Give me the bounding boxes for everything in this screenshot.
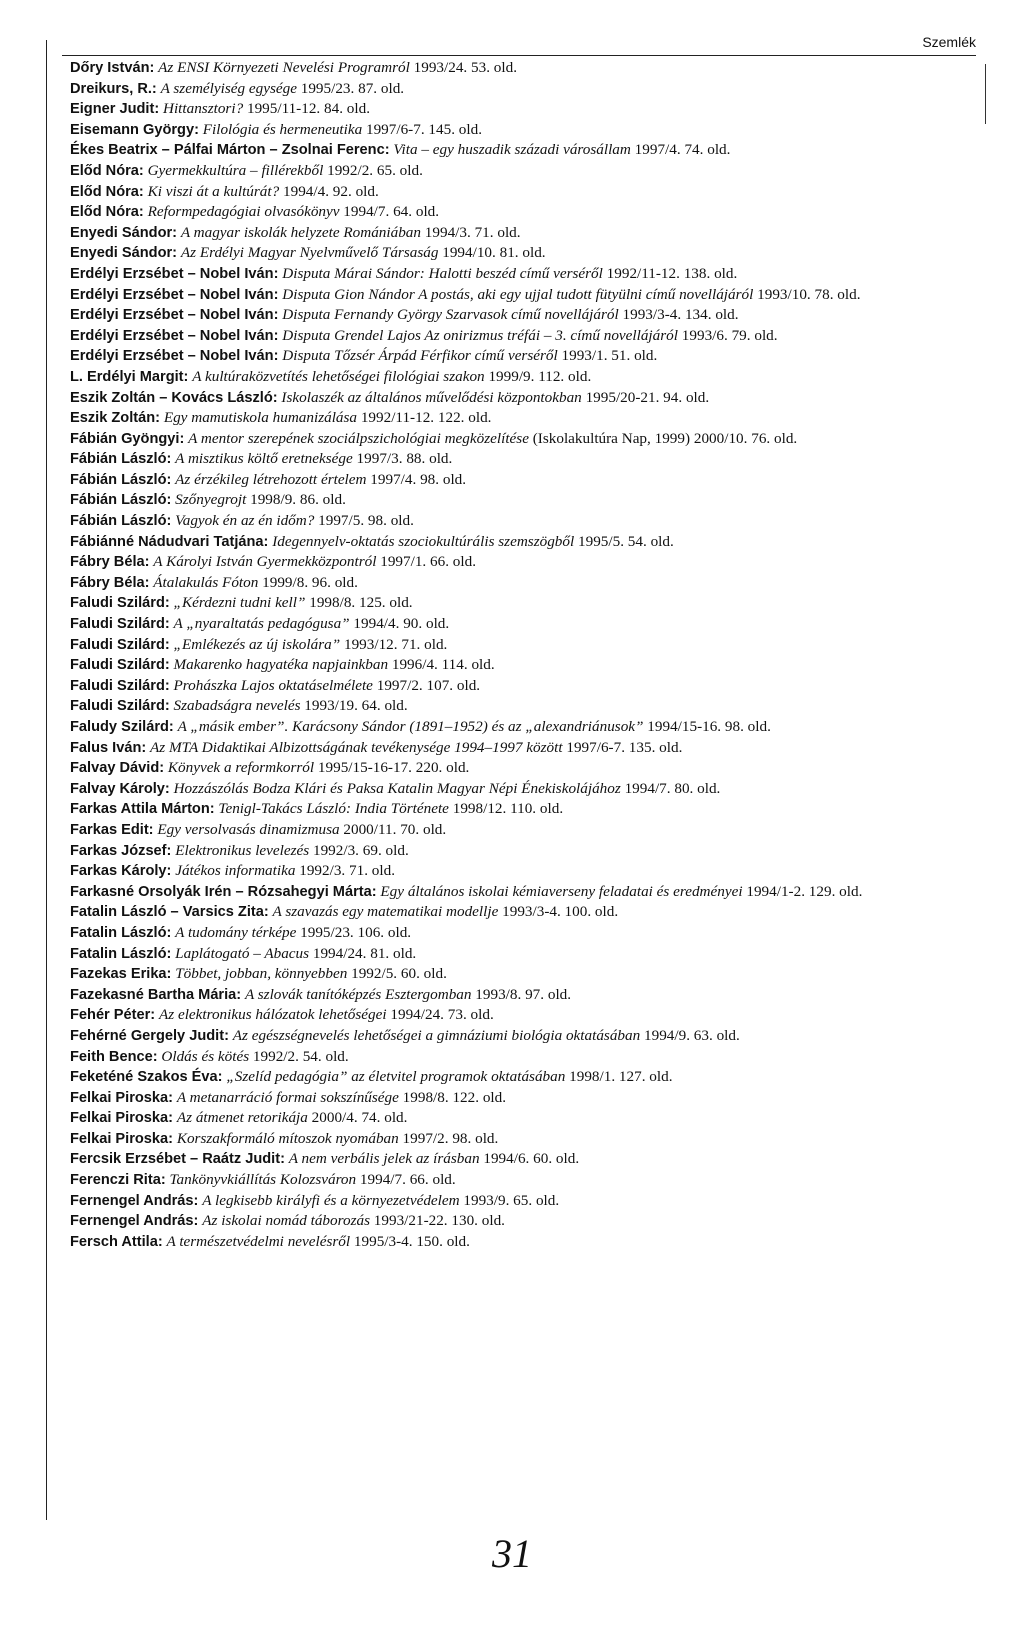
- bibliography-entry: [70, 964, 970, 985]
- entry-author: Felkai Piroska:: [70, 1130, 174, 1147]
- entry-reference: 1994/15-16. 98. old.: [647, 718, 771, 735]
- bibliography-entry: [70, 429, 970, 450]
- entry-reference: 1993/3-4. 134. old.: [622, 306, 739, 324]
- entry-reference: 1994/7. 80. old.: [624, 779, 721, 797]
- entry-author: Eisemann György:: [70, 121, 199, 138]
- entry-title: Elektronikus levelezés: [175, 841, 310, 859]
- entry-author: Farkas József:: [70, 842, 172, 859]
- entry-author: Fábián László:: [70, 451, 172, 468]
- entry-reference: 2000/11. 70. old.: [343, 820, 447, 838]
- entry-title: Játékos informatika: [175, 862, 296, 880]
- entry-title: A nem verbális jelek az írásban: [288, 1150, 480, 1168]
- entry-title: Gyermekkultúra – fillérekből: [147, 161, 324, 179]
- entry-reference: 1998/12. 110. old.: [452, 800, 564, 818]
- entry-title: Disputa Tőzsér Árpád Férfikor című verséről: [282, 347, 558, 365]
- entry-author: Faludy Szilárd:: [70, 719, 174, 735]
- entry-title: Idegennyelv-oktatás szociokultúrális szemszögből: [272, 532, 575, 550]
- bibliography-entry: [70, 696, 970, 717]
- entry-author: Felkai Piroska:: [70, 1110, 174, 1127]
- bibliography-entry: [70, 367, 970, 388]
- entry-reference: (Iskolakultúra Nap, 1999) 2000/10. 76. old.: [532, 429, 798, 447]
- entry-author: Fábry Béla:: [70, 574, 150, 591]
- entry-author: Falus Iván:: [70, 739, 147, 756]
- entry-reference: 1993/12. 71. old.: [343, 635, 448, 653]
- bibliography-entry: [70, 985, 970, 1006]
- bibliography-entry: [70, 758, 970, 779]
- entry-title: Az érzékileg létrehozott értelem: [175, 470, 367, 488]
- bibliography-entry: [70, 841, 970, 862]
- entry-reference: 1997/5. 98. old.: [318, 512, 414, 530]
- entry-reference: 1994/6. 60. old.: [483, 1150, 580, 1168]
- entry-title: Hittansztori?: [162, 100, 244, 118]
- entry-reference: 1993/1. 51. old.: [561, 347, 658, 365]
- bibliography-entry: [70, 532, 970, 553]
- bibliography-entry: [70, 614, 970, 635]
- entry-reference: 1995/23. 106. old.: [300, 923, 412, 941]
- entry-author: Farkas Károly:: [70, 863, 172, 880]
- bibliography-entry: [70, 1191, 970, 1212]
- entry-author: Fábry Béla:: [70, 554, 150, 571]
- bibliography-entry: [70, 99, 970, 120]
- entry-author: Dőry István:: [70, 60, 155, 76]
- bibliography-entry: [70, 408, 970, 429]
- bibliography-entry: [70, 264, 970, 285]
- entry-author: Erdélyi Erzsébet – Nobel Iván:: [70, 286, 279, 303]
- bibliography-entry: [70, 79, 970, 100]
- entry-title: Az ENSI Környezeti Nevelési Programról: [158, 59, 410, 76]
- entry-title: Könyvek a reformkorról: [167, 759, 315, 777]
- entry-title: A legkisebb királyfi és a környezetvédelem: [202, 1191, 460, 1209]
- entry-reference: 1998/9. 86. old.: [250, 491, 346, 509]
- entry-author: Erdélyi Erzsébet – Nobel Iván:: [70, 307, 279, 324]
- entry-reference: 1995/15-16-17. 220. old.: [317, 759, 470, 777]
- entry-title: Az iskolai nomád táborozás: [202, 1212, 370, 1230]
- bibliography-entry: [70, 305, 970, 326]
- bibliography-entry: [70, 1088, 970, 1109]
- bibliography-entry: [70, 799, 970, 820]
- entry-author: Fehérné Gergely Judit:: [70, 1027, 229, 1044]
- entry-author: Fábián Gyöngyi:: [70, 430, 185, 447]
- entry-reference: 1999/9. 112. old.: [488, 367, 592, 385]
- bibliography-entry: [70, 182, 970, 203]
- bibliography-entry: [70, 1108, 970, 1129]
- entry-title: A természetvédelmi nevelésről: [166, 1232, 351, 1250]
- bibliography-entry: [70, 120, 970, 141]
- entry-title: A szavazás egy matematikai modellje: [272, 903, 499, 921]
- entry-author: Falvay Károly:: [70, 780, 170, 797]
- entry-reference: 1998/8. 122. old.: [402, 1088, 507, 1106]
- bibliography-entry: [70, 1026, 970, 1047]
- entry-author: Feketéné Szakos Éva:: [70, 1069, 223, 1086]
- entry-title: „Emlékezés az új iskolára”: [173, 635, 341, 653]
- bibliography-entry: [70, 923, 970, 944]
- entry-title: Egy mamutiskola humanizálása: [163, 409, 358, 427]
- entry-author: Fatalin László:: [70, 945, 172, 962]
- entry-title: Szabadságra nevelés: [173, 697, 301, 715]
- entry-reference: 1994/24. 81. old.: [312, 944, 417, 962]
- entry-title: Disputa Márai Sándor: Halotti beszéd című verséről: [282, 264, 603, 282]
- entry-reference: 1994/4. 90. old.: [353, 615, 450, 633]
- entry-author: Fábiánné Nádudvari Tatjána:: [70, 533, 269, 550]
- entry-reference: 1997/2. 98. old.: [402, 1129, 499, 1147]
- entry-reference: 1992/3. 69. old.: [312, 841, 409, 859]
- entry-author: Fábián László:: [70, 492, 172, 509]
- bibliography-entry: [70, 1005, 970, 1026]
- entry-title: Átalakulás Fóton: [153, 573, 259, 591]
- entry-author: Farkas Attila Márton:: [70, 801, 215, 818]
- entry-title: Disputa Fernandy György Szarvasok című novellájáról: [282, 306, 619, 324]
- entry-author: L. Erdélyi Margit:: [70, 368, 189, 385]
- entry-title: A személyiség egysége: [160, 79, 297, 97]
- entry-reference: 1996/4. 114. old.: [391, 656, 495, 674]
- entry-reference: 1997/6-7. 145. old.: [365, 120, 482, 138]
- entry-author: Fábián László:: [70, 471, 172, 488]
- entry-title: Vagyok én az én időm?: [175, 512, 315, 530]
- bibliography-entry: [70, 779, 970, 800]
- entry-reference: 1993/9. 65. old.: [463, 1191, 560, 1209]
- entry-title: A magyar iskolák helyzete Romániában: [180, 223, 421, 241]
- entry-title: Ki viszi át a kultúrát?: [147, 182, 280, 200]
- entry-reference: 1999/8. 96. old.: [262, 573, 358, 591]
- bibliography-entry: [70, 676, 970, 697]
- entry-reference: 1998/1. 127. old.: [569, 1068, 673, 1086]
- bibliography-entry: [70, 882, 970, 903]
- bibliography-entry: [70, 243, 970, 264]
- bibliography-entry: [70, 944, 970, 965]
- entry-reference: 1994/24. 73. old.: [390, 1006, 494, 1024]
- bibliography-entry: [70, 388, 970, 409]
- entry-author: Ferenczi Rita:: [70, 1172, 166, 1189]
- entry-author: Ékes Beatrix – Pálfai Márton – Zsolnai Ferenc:: [70, 142, 390, 159]
- entry-reference: 1998/8. 125. old.: [309, 594, 413, 612]
- entry-reference: 1993/19. 64. old.: [304, 697, 408, 715]
- entry-title: „Kérdezni tudni kell”: [173, 594, 306, 612]
- bibliography-entry: [70, 140, 970, 161]
- entry-reference: 1992/2. 54. old.: [252, 1047, 349, 1065]
- entry-title: Vita – egy huszadik századi városállam: [393, 141, 631, 159]
- entry-title: Tenigl-Takács László: India Története: [218, 800, 449, 818]
- bibliography-entry: [70, 1149, 970, 1170]
- entry-title: A tudomány térképe: [175, 923, 297, 941]
- bibliography-entry: [70, 717, 970, 738]
- entry-author: Feith Bence:: [70, 1048, 158, 1065]
- bibliography-entry: [70, 1170, 970, 1191]
- bibliography-entry: [70, 285, 970, 306]
- entry-reference: 1997/4. 74. old.: [634, 141, 731, 159]
- bibliography-entry: [70, 161, 970, 182]
- entry-author: Erdélyi Erzsébet – Nobel Iván:: [70, 348, 279, 365]
- bibliography-entry: [70, 223, 970, 244]
- entry-author: Fernengel András:: [70, 1213, 199, 1230]
- entry-reference: 1994/7. 66. old.: [359, 1171, 456, 1189]
- entry-author: Faludi Szilárd:: [70, 657, 170, 674]
- entry-reference: 1997/6-7. 135. old.: [566, 738, 683, 756]
- entry-reference: 1994/3. 71. old.: [424, 223, 521, 241]
- entry-author: Előd Nóra:: [70, 162, 144, 179]
- bibliography-entry: [70, 573, 970, 594]
- entry-title: Disputa Gion Nándor A postás, aki egy ujjal tudott fütyülni című novellájáról: [282, 285, 754, 303]
- entry-author: Enyedi Sándor:: [70, 224, 178, 241]
- entry-title: A metanarráció formai sokszínűsége: [176, 1088, 399, 1106]
- entry-reference: 1992/2. 65. old.: [327, 161, 423, 179]
- entry-title: Iskolaszék az általános művelődési központokban: [281, 388, 582, 406]
- entry-title: Szőnyegrojt: [175, 491, 247, 509]
- bibliography-entry: [70, 326, 970, 347]
- entry-reference: 1993/3-4. 100. old.: [502, 903, 619, 921]
- bibliography-entry: [70, 593, 970, 614]
- running-head: Szemlék: [922, 34, 976, 50]
- entry-title: A mentor szerepének szociálpszichológiai megközelítése: [188, 429, 529, 447]
- entry-reference: 1994/4. 92. old.: [283, 182, 379, 200]
- entry-reference: 1993/21-22. 130. old.: [373, 1212, 505, 1230]
- entry-reference: 1993/8. 97. old.: [475, 985, 572, 1003]
- entry-author: Fazekasné Bartha Mária:: [70, 986, 242, 1003]
- entry-reference: 1995/3-4. 150. old.: [353, 1232, 470, 1250]
- entry-author: Faludi Szilárd:: [70, 636, 170, 653]
- entry-author: Fehér Péter:: [70, 1007, 156, 1024]
- entry-title: A „másik ember”. Karácsony Sándor (1891–1952) és az „alexandriánusok”: [177, 718, 644, 735]
- entry-author: Faludi Szilárd:: [70, 595, 170, 612]
- bibliography-entry: [70, 449, 970, 470]
- entry-reference: 1992/5. 60. old.: [351, 965, 447, 983]
- entry-title: Prohászka Lajos oktatáselmélete: [173, 676, 373, 694]
- entry-reference: 1995/11-12. 84. old.: [246, 100, 371, 118]
- entry-author: Farkas Edit:: [70, 821, 154, 838]
- bibliography-entry: [70, 202, 970, 223]
- entry-reference: 1994/7. 64. old.: [343, 203, 440, 221]
- bibliography-entry: [70, 1129, 970, 1150]
- entry-author: Fatalin László – Varsics Zita:: [70, 904, 269, 921]
- entry-author: Falvay Dávid:: [70, 760, 165, 777]
- entry-reference: 1995/5. 54. old.: [578, 532, 674, 550]
- bibliography-entry: [70, 511, 970, 532]
- entry-reference: 1995/23. 87. old.: [300, 79, 405, 97]
- entry-reference: 2000/4. 74. old.: [311, 1109, 408, 1127]
- bibliography-entry: [70, 1211, 970, 1232]
- entry-author: Fersch Attila:: [70, 1233, 163, 1250]
- entry-title: A kultúraközvetítés lehetőségei filológiai szakon: [192, 367, 485, 385]
- entry-title: Korszakformáló mítoszok nyomában: [176, 1129, 399, 1147]
- bibliography-entry: [70, 820, 970, 841]
- entry-reference: 1995/20-21. 94. old.: [585, 388, 710, 406]
- entry-reference: 1993/6. 79. old.: [681, 326, 778, 344]
- entry-reference: 1997/4. 98. old.: [370, 470, 467, 488]
- bibliography-list: [70, 58, 970, 1252]
- header-rule: [62, 55, 976, 56]
- entry-author: Faludi Szilárd:: [70, 677, 170, 694]
- entry-reference: 1992/3. 71. old.: [299, 862, 395, 880]
- entry-title: Tankönyvkiállítás Kolozsváron: [169, 1171, 357, 1189]
- entry-author: Fernengel András:: [70, 1192, 199, 1209]
- entry-title: A „nyaraltatás pedagógusa”: [173, 615, 350, 633]
- entry-reference: 1992/11-12. 122. old.: [360, 409, 492, 427]
- entry-author: Farkasné Orsolyák Irén – Rózsahegyi Márta:: [70, 883, 377, 900]
- bibliography-entry: [70, 470, 970, 491]
- entry-author: Enyedi Sándor:: [70, 245, 178, 262]
- entry-title: Egy általános iskolai kémiaverseny feladatai és eredményei: [380, 882, 743, 900]
- entry-reference: 1994/10. 81. old.: [442, 244, 546, 262]
- entry-title: Az elektronikus hálózatok lehetőségei: [158, 1006, 387, 1024]
- bibliography-entry: [70, 861, 970, 882]
- left-margin-rule: [46, 40, 47, 1520]
- bibliography-entry: [70, 490, 970, 511]
- entry-title: Reformpedagógiai olvasókönyv: [147, 203, 340, 221]
- bibliography-entry: [70, 1047, 970, 1068]
- entry-title: Többet, jobban, könnyebben: [175, 965, 348, 983]
- entry-author: Eszik Zoltán:: [70, 410, 161, 427]
- entry-author: Fercsik Erzsébet – Raátz Judit:: [70, 1151, 285, 1168]
- entry-title: Az MTA Didaktikai Albizottságának tevékenysége 1994–1997 között: [150, 738, 563, 756]
- entry-author: Faludi Szilárd:: [70, 616, 170, 633]
- entry-title: Disputa Grendel Lajos Az onirizmus tréfái – 3. című novellájáról: [282, 326, 678, 344]
- entry-reference: 1997/2. 107. old.: [376, 676, 481, 694]
- entry-title: A misztikus költő eretneksége: [175, 450, 353, 468]
- right-margin-mark: [985, 64, 986, 124]
- bibliography-entry: [70, 1232, 970, 1253]
- bibliography-entry: [70, 1067, 970, 1088]
- bibliography-entry: [70, 902, 970, 923]
- entry-title: Az átmenet retorikája: [176, 1109, 308, 1127]
- bibliography-entry: [70, 552, 970, 573]
- bibliography-entry: [70, 635, 970, 656]
- entry-author: Dreikurs, R.:: [70, 80, 157, 97]
- entry-title: A Károlyi István Gyermekközpontról: [153, 553, 377, 571]
- entry-title: Laplátogató – Abacus: [175, 944, 310, 962]
- entry-reference: 1997/1. 66. old.: [380, 553, 476, 571]
- entry-author: Eigner Judit:: [70, 101, 160, 118]
- entry-title: Makarenko hagyatéka napjainkban: [173, 656, 389, 674]
- entry-reference: 1997/3. 88. old.: [356, 450, 453, 468]
- entry-reference: 1993/24. 53. old.: [413, 59, 517, 76]
- entry-reference: 1992/11-12. 138. old.: [606, 264, 738, 282]
- entry-reference: 1994/9. 63. old.: [644, 1026, 740, 1044]
- entry-author: Előd Nóra:: [70, 183, 144, 200]
- entry-title: Egy versolvasás dinamizmusa: [157, 820, 340, 838]
- entry-author: Faludi Szilárd:: [70, 698, 170, 715]
- bibliography-entry: [70, 655, 970, 676]
- bibliography-entry: [70, 738, 970, 759]
- entry-author: Eszik Zoltán – Kovács László:: [70, 389, 278, 406]
- entry-title: Az Erdélyi Magyar Nyelvművelő Társaság: [180, 244, 439, 262]
- entry-title: Hozzászólás Bodza Klári és Paksa Katalin Magyar Népi Énekiskolájához: [173, 779, 621, 797]
- entry-reference: 1993/10. 78. old.: [757, 285, 861, 303]
- entry-author: Felkai Piroska:: [70, 1089, 174, 1106]
- entry-author: Fazekas Erika:: [70, 966, 172, 983]
- entry-author: Előd Nóra:: [70, 204, 144, 221]
- entry-reference: 1994/1-2. 129. old.: [746, 882, 863, 900]
- entry-author: Fatalin László:: [70, 924, 172, 941]
- entry-author: Erdélyi Erzsébet – Nobel Iván:: [70, 327, 279, 344]
- page-number: 31: [492, 1531, 532, 1576]
- bibliography-entry: [70, 346, 970, 367]
- entry-author: Fábián László:: [70, 513, 172, 530]
- entry-title: Oldás és kötés: [161, 1047, 250, 1065]
- entry-title: „Szelíd pedagógia” az életvitel programok oktatásában: [226, 1068, 566, 1086]
- entry-title: A szlovák tanítóképzés Esztergomban: [244, 985, 472, 1003]
- entry-title: Filológia és hermeneutika: [202, 120, 363, 138]
- bibliography-entry: [70, 58, 970, 79]
- entry-title: Az egészségnevelés lehetőségei a gimnáziumi biológia oktatásában: [232, 1026, 641, 1044]
- entry-author: Erdélyi Erzsébet – Nobel Iván:: [70, 265, 279, 282]
